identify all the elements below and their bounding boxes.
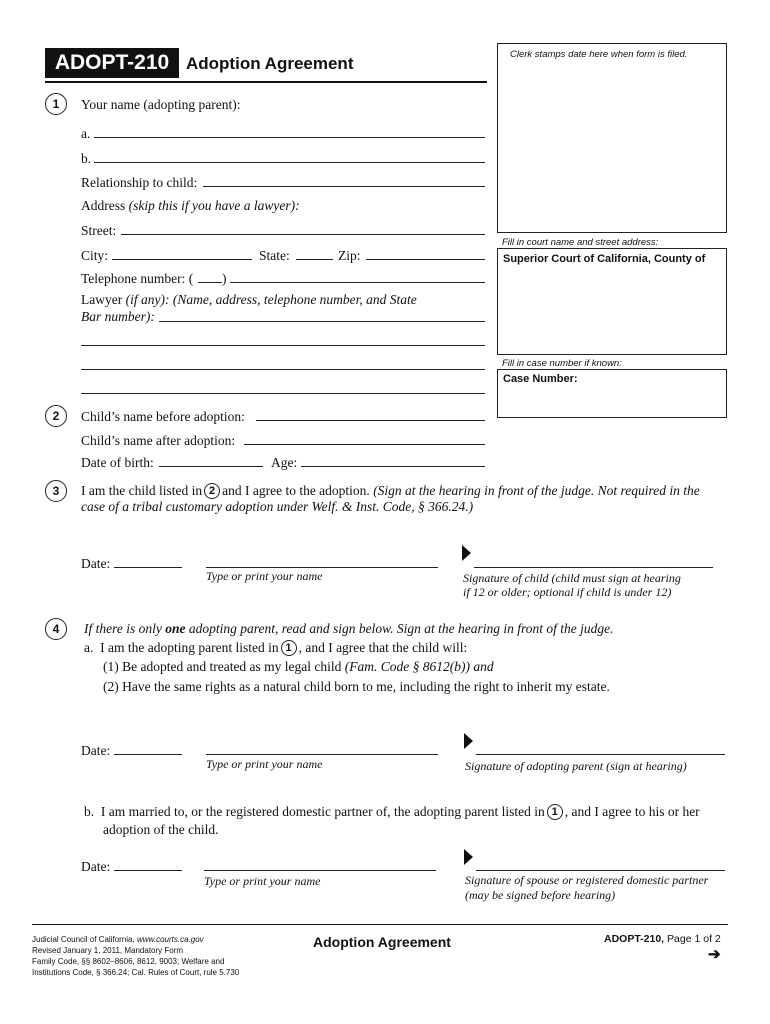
state-field[interactable] [296,259,333,260]
name-a-field[interactable] [94,137,485,138]
s4a-type-name: Type or print your name [206,757,323,771]
name-b-field[interactable] [94,162,485,163]
s3-sig-line-2: if 12 or older; optional if child is under 12) [463,585,672,599]
dob-label: Date of birth: [81,455,154,470]
lawyer-field-4[interactable] [81,393,485,394]
zip-label: Zip: [338,248,361,263]
name-b-label: b. [81,151,92,166]
s3-type-name: Type or print your name [206,569,323,583]
footer-page-number: Page 1 of 2 [667,933,721,945]
s4-intro-one: one [165,621,186,636]
s4b-name-field[interactable] [204,870,436,871]
s4b-sign-arrow-icon [464,849,473,865]
s4-intro [84,621,613,637]
state-label: State: [259,248,290,263]
s3-sign-arrow-icon [462,545,471,561]
section-1-number: 1 [45,93,67,115]
s4a-signature-label: Signature of adopting parent (sign at hearing) [465,759,687,773]
telephone-field[interactable] [230,282,485,283]
age-field[interactable] [301,466,485,467]
relationship-field[interactable] [203,186,485,187]
case-fill-label: Fill in case number if known: [502,358,622,369]
next-page-arrow-icon[interactable]: ➔ [708,946,721,963]
s3-name-field[interactable] [206,567,438,568]
s4b-sig-line-1: Signature of spouse or registered domestic partner [465,873,709,887]
form-title: Adoption Agreement [186,54,354,73]
s4-b-text-c: adoption of the child. [103,822,219,837]
s3-note-2: case of a tribal customary adoption under Welf. & Inst. Code, § 366.24.) [81,499,474,514]
child-name-after-field[interactable] [244,444,485,445]
s4-intro-b: adopting parent, read and sign below. Sign at the hearing in front of the judge. [188,621,614,636]
header-rule [45,81,487,83]
section-3-text [81,483,731,515]
child-name-before-label: Child’s name before adoption: [81,409,245,424]
your-name-label: Your name (adopting parent): [81,97,241,112]
footer-title: Adoption Agreement [313,934,451,950]
area-code-field[interactable] [198,282,222,283]
s3-sig-line-1: Signature of child (child must sign at hearing [463,571,681,585]
footer-form-code: ADOPT-210, [604,933,665,945]
s4a-date-field[interactable] [114,754,182,755]
s4a-name-field[interactable] [206,754,438,755]
child-name-after-label: Child’s name after adoption: [81,433,236,448]
s4b-date-label: Date: [81,859,111,874]
lawyer-field-2[interactable] [81,345,485,346]
address-word: Address [81,198,126,213]
child-name-before-field[interactable] [256,420,485,421]
s3-signature-field[interactable] [474,567,713,568]
lawyer-field-1[interactable] [159,321,485,322]
lawyer-field-3[interactable] [81,369,485,370]
s4-intro-a: If there is only [84,621,162,636]
s3-signature-label [463,571,681,599]
street-field[interactable] [121,234,485,235]
s4-a-ref-circle: 1 [281,640,297,656]
dob-field[interactable] [159,466,263,467]
footer-website[interactable]: www.courts.ca.gov [136,935,204,944]
clerk-stamp-box[interactable] [497,43,727,233]
name-a-label: a. [81,126,91,141]
s4a-signature-field[interactable] [476,754,725,755]
s3-note-1: (Sign at the hearing in front of the judge. Not required in the [373,483,700,498]
footer-citations [32,934,239,978]
s3-text-b: and I agree to the adoption. [222,483,370,498]
bar-number-label: Bar number): [81,309,155,324]
s4-a-text [84,640,467,656]
court-name: Superior Court of California, County of [503,253,706,265]
court-fill-label: Fill in court name and street address: [502,237,659,248]
address-label [81,198,300,214]
city-field[interactable] [112,259,252,260]
telephone-close: ) [222,271,227,286]
s4b-sig-line-2: (may be signed before hearing) [465,888,616,902]
footer-line-4: Institutions Code, § 366.24; Cal. Rules of Court, rule 5.730 [32,968,240,977]
case-number-label: Case Number: [503,373,578,385]
s4-b-ref-circle: 1 [547,804,563,820]
footer-rule [32,924,728,925]
s4-a-text-b: , and I agree that the child will: [298,640,468,655]
s4-b-text [84,803,734,839]
relationship-label: Relationship to child: [81,175,198,190]
age-label: Age: [271,455,298,470]
footer-line-3: Family Code, §§ 8602–8606, 8612, 9003; Welfare and [32,957,225,966]
s4-b-text-a: I am married to, or the registered domestic partner of, the adopting parent listed in [100,804,545,819]
s4-b-text-b: , and I agree to his or her [564,804,700,819]
address-note: (skip this if you have a lawyer): [128,198,300,213]
clerk-stamp-text: Clerk stamps date here when form is filed. [510,49,688,60]
section-2-number: 2 [45,405,67,427]
lawyer-label [81,292,417,308]
s4-a-label: a. [84,640,94,655]
s4a-sign-arrow-icon [464,733,473,749]
s4b-date-field[interactable] [114,870,182,871]
section-4-number: 4 [45,618,67,640]
footer-line-1a: Judicial Council of California, [32,935,135,944]
street-label: Street: [81,223,117,238]
city-label: City: [81,248,109,263]
lawyer-word: Lawyer [81,292,123,307]
s4b-type-name: Type or print your name [204,874,321,888]
s4-item-1-note: (Fam. Code § 8612(b)) and [344,659,494,674]
s4-a-text-a: I am the adopting parent listed in [100,640,279,655]
form-code-badge: ADOPT-210 [45,48,179,78]
lawyer-note: (if any): (Name, address, telephone number, and State [125,292,417,307]
s3-text-a: I am the child listed in [81,483,203,498]
s4b-signature-field[interactable] [476,870,725,871]
footer-line-2: Revised January 1, 2011, Mandatory Form [32,946,184,955]
s4-b-label: b. [84,804,95,819]
s4-item-2: (2) Have the same rights as a natural child born to me, including the right to inherit my estate. [103,679,610,694]
s3-date-field[interactable] [114,567,182,568]
s4a-date-label: Date: [81,743,111,758]
s4b-signature-label [465,873,708,903]
section-3-number: 3 [45,480,67,502]
footer-page [604,933,721,945]
zip-field[interactable] [366,259,485,260]
s3-date-label: Date: [81,556,111,571]
telephone-label: Telephone number: ( [81,271,194,286]
s4-item-1 [103,659,494,675]
s3-ref-circle: 2 [204,483,220,499]
s4-item-1-text: (1) Be adopted and treated as my legal child [103,659,342,674]
